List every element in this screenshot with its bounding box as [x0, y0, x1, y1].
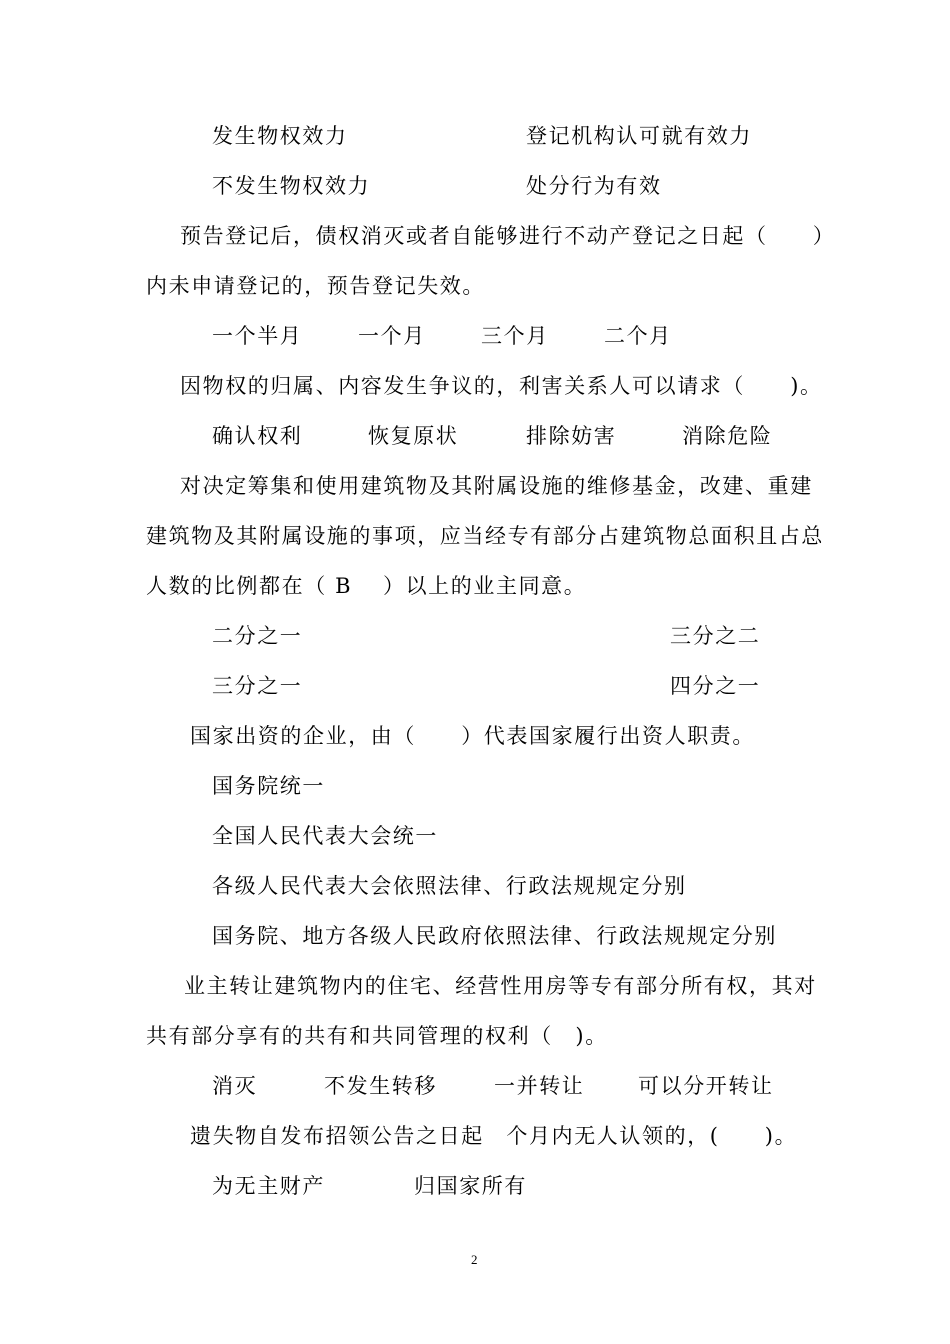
option-b: 三分之二: [670, 624, 761, 648]
option-b: 不发生转移: [324, 1074, 437, 1098]
question-stem: 建筑物及其附属设施的事项，应当经专有部分占建筑物总面积且占总: [146, 524, 824, 548]
question-stem: 人数的比例都在（ B ）以上的业主同意。: [146, 574, 587, 598]
question-stem: 内未申请登记的，预告登记失效。: [146, 274, 485, 298]
option-a: 国务院统一: [212, 774, 325, 798]
question-stem: 因物权的归属、内容发生争议的，利害关系人可以请求（ )。: [180, 374, 823, 398]
option-a: 为无主财产: [212, 1174, 325, 1198]
option-b: 恢复原状: [368, 424, 459, 448]
option-c: 排除妨害: [526, 424, 617, 448]
question-stem: 预告登记后，债权消灭或者自能够进行不动产登记之日起（ ）: [180, 224, 836, 248]
question-stem: 国家出资的企业，由（ ）代表国家履行出资人职责。: [190, 724, 755, 748]
option-d: 四分之一: [670, 674, 761, 698]
option-d: 国务院、地方各级人民政府依照法律、行政法规规定分别: [212, 924, 777, 948]
option-a: 二分之一: [212, 624, 303, 648]
option-d: 可以分开转让: [638, 1074, 774, 1098]
option-a: 发生物权效力: [212, 124, 348, 148]
option-a: 消灭: [212, 1074, 258, 1098]
option-c: 一并转让: [494, 1074, 585, 1098]
question-stem: 业主转让建筑物内的住宅、经营性用房等专有部分所有权，其对: [184, 974, 817, 998]
option-d: 消除危险: [682, 424, 773, 448]
option-d: 处分行为有效: [526, 174, 662, 198]
option-b: 归国家所有: [414, 1174, 527, 1198]
question-stem: 共有部分享有的共有和共同管理的权利（ )。: [146, 1024, 608, 1048]
option-d: 二个月: [604, 324, 672, 348]
option-a: 确认权利: [212, 424, 303, 448]
option-b: 登记机构认可就有效力: [526, 124, 752, 148]
question-stem: 遗失物自发布招领公告之日起 个月内无人认领的，( )。: [190, 1124, 798, 1148]
page-number: 2: [471, 1252, 478, 1267]
question-stem: 对决定筹集和使用建筑物及其附属设施的维修基金，改建、重建: [180, 474, 813, 498]
option-b: 全国人民代表大会统一: [212, 824, 438, 848]
option-c: 三个月: [481, 324, 549, 348]
option-b: 一个月: [358, 324, 426, 348]
option-c: 不发生物权效力: [212, 174, 371, 198]
option-a: 一个半月: [212, 324, 303, 348]
option-c: 各级人民代表大会依照法律、行政法规规定分别: [212, 874, 687, 898]
option-c: 三分之一: [212, 674, 303, 698]
